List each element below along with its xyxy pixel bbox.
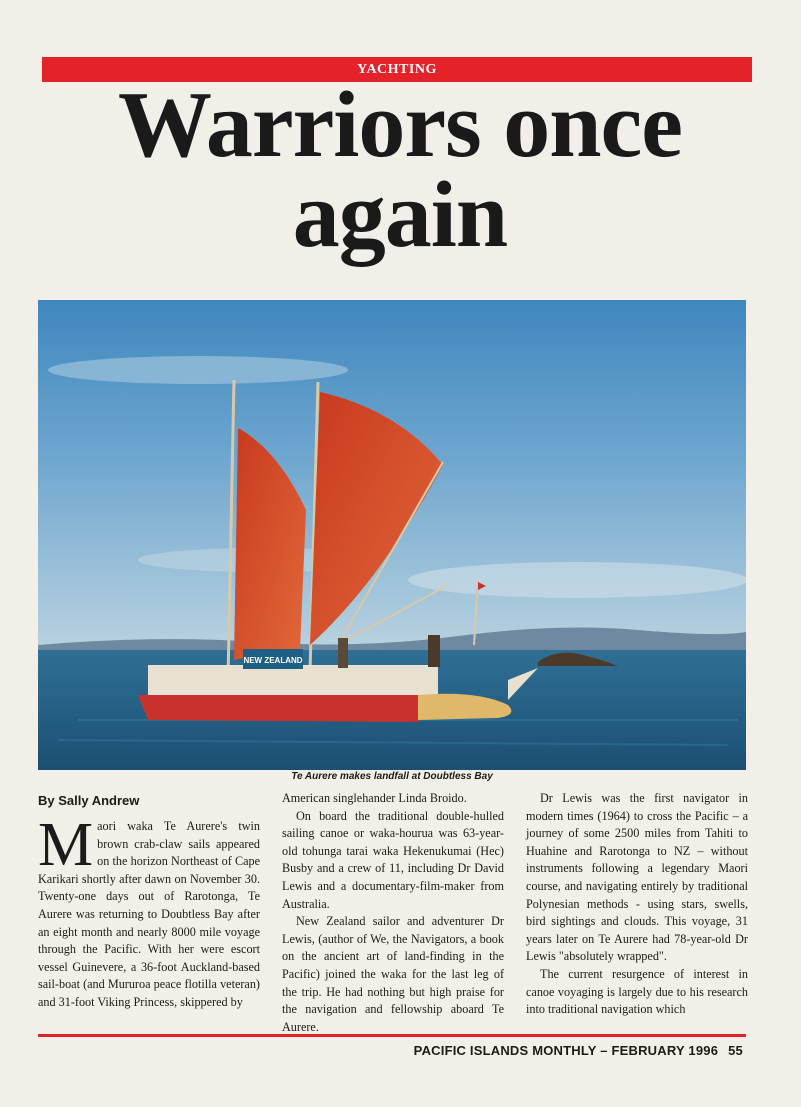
publication-line: PACIFIC ISLANDS MONTHLY – FEBRUARY 1996 — [413, 1043, 719, 1058]
article-column-2 — [282, 790, 504, 1036]
paragraph: American singlehander Linda Broido. — [282, 791, 467, 805]
banner-text: NEW ZEALAND — [243, 656, 303, 665]
page-number: 55 — [728, 1043, 743, 1058]
article-column-3 — [526, 790, 748, 1019]
page-footer — [414, 1043, 743, 1058]
headline-line-2: again — [292, 163, 508, 267]
paragraph: The current resurgence of interest in canoe voyaging is largely due to his research into traditional navigation which — [526, 966, 748, 1017]
paragraph-text: aori waka Te Aurere's twin brown crab-claw sails appeared on the horizon Northeast of Cape Karikari shortly after dawn on November 30. Twenty-one days out of Rarotonga, Te Aurere was returning to Doubtless Bay after an eight month and nearly 8000 mile voyage through the Pacific. With her were escort vessel Guinevere, a 36-foot Auckland-based sail-boat (and Mururoa peace flotilla veteran) and 31-foot Viking Princess, skippered by — [38, 819, 260, 1009]
paragraph: On board the traditional double-hulled sailing canoe or waka-hourua was 63-year-old tohunga tarai waka Hekenukumai (Hec) Busby and a crew of 11, including Dr David Lewis and a documentary-film-maker from Australia. — [282, 808, 504, 911]
photo-caption: Te Aurere makes landfall at Doubtless Bay — [291, 771, 493, 782]
paragraph — [38, 811, 260, 1012]
headline-line-1: Warriors once — [118, 73, 682, 177]
footer-rule — [38, 1034, 746, 1037]
section-label: YACHTING — [357, 62, 437, 77]
byline: By Sally Andrew — [38, 793, 140, 808]
paragraph: Dr Lewis was the first navigator in modern times (1964) to cross the Pacific – a journey of some 2500 miles from Tahiti to Huahine and Rarotonga to NZ – without instruments following a legendary Maori course, and navigating entirely by traditional Polynesian methods - using stars, swells, bird sightings and clouds. This voyage, 31 years later on Te Aurere had 78-year-old Dr Lewis "absolutely wrapped". — [526, 791, 748, 964]
waka-photo — [38, 300, 746, 770]
article-column-1 — [38, 811, 260, 1012]
headline — [30, 73, 770, 267]
paragraph: New Zealand sailor and adventurer Dr Lewis, (author of We, the Navigators, a book on the ancient art of land-finding in the Pacific) joined the waka for the last leg of the trip. He had nothing but high praise for the navigation and fellowship aboard Te Aurere. — [282, 914, 504, 1034]
dropcap: M — [38, 811, 94, 879]
